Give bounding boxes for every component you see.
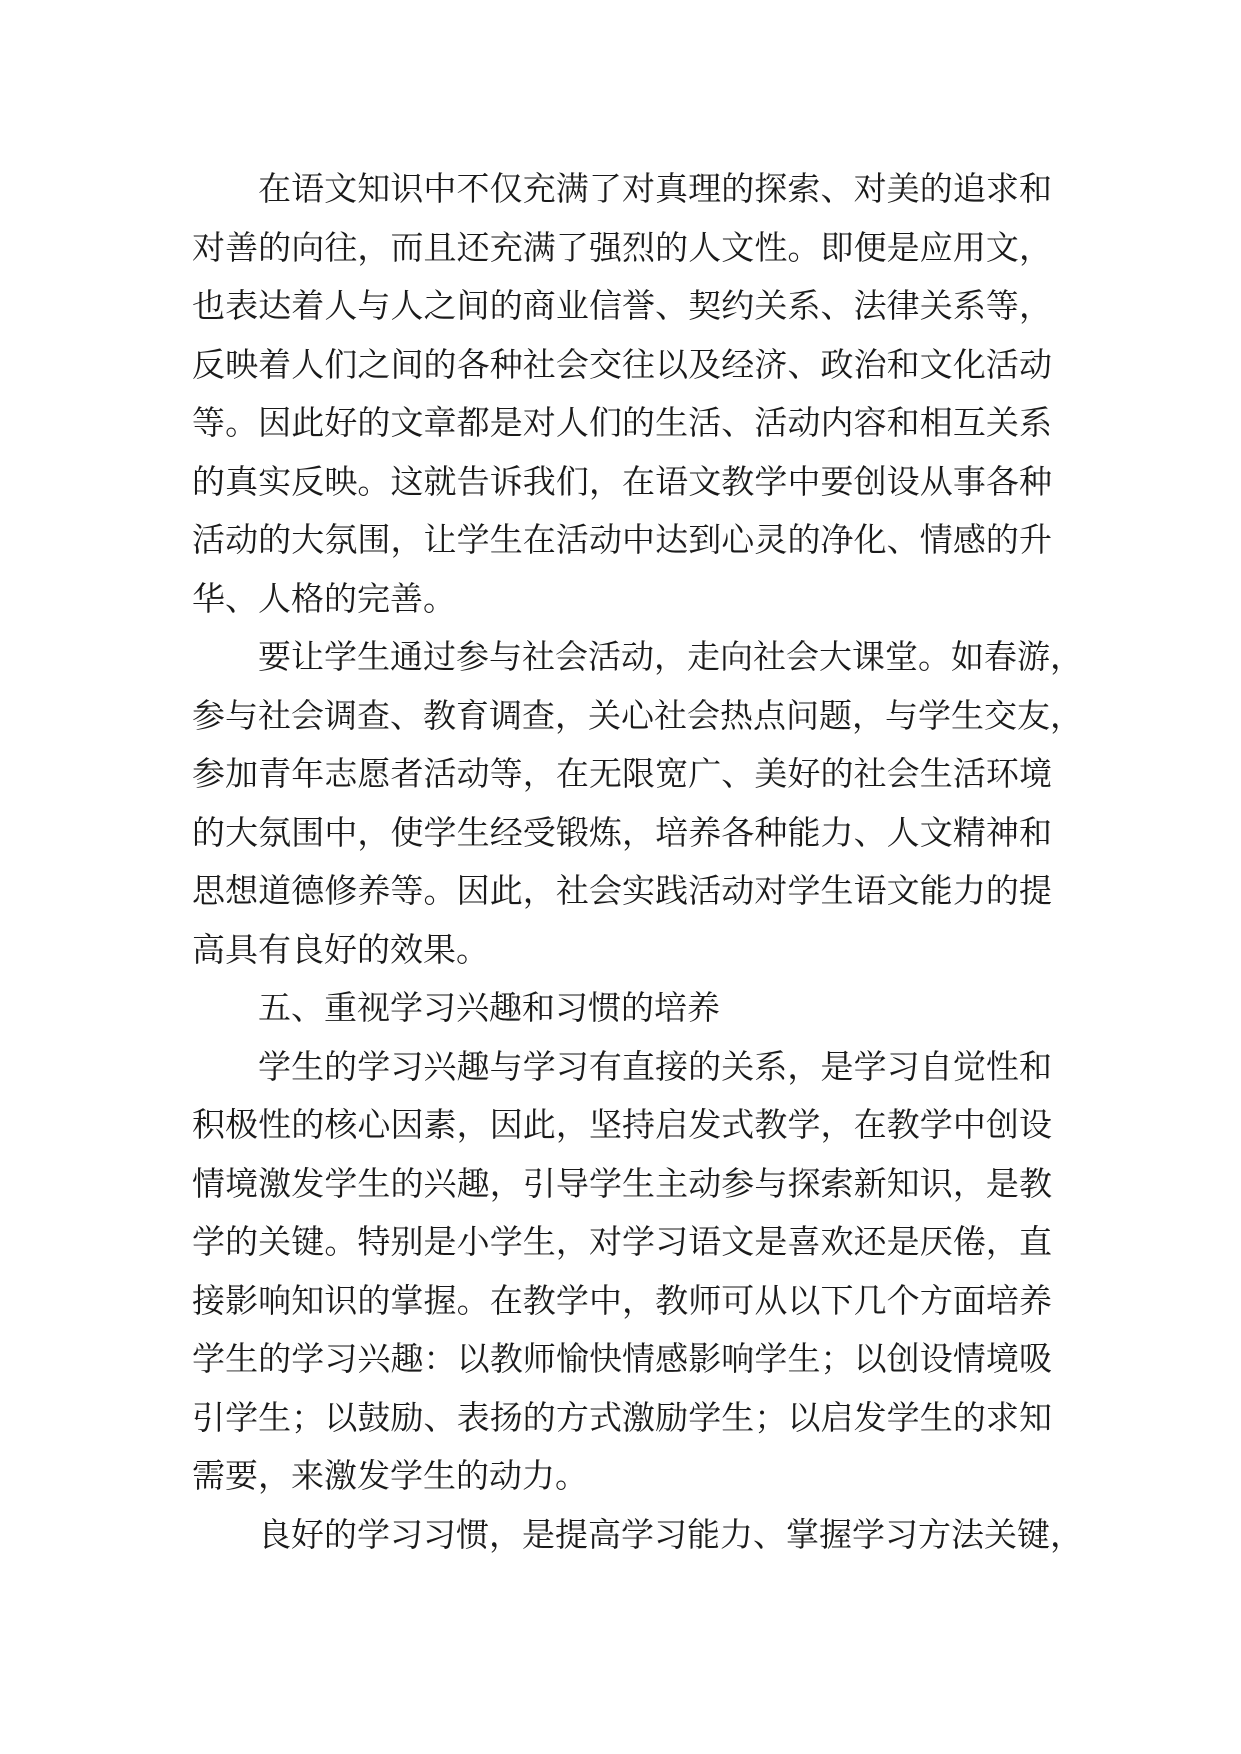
text-line: 良好的学习习惯，是提高学习能力、掌握学习方法关键， [258, 1514, 1083, 1554]
text-line: 接影响知识的掌握。在教学中，教师可从以下几个方面培养 [192, 1280, 1052, 1320]
text-line: 华、人格的完善。 [192, 578, 456, 618]
text-line: 思想道德修养等。因此，社会实践活动对学生语文能力的提 [192, 871, 1052, 910]
text-line: 反映着人们之间的各种社会交往以及经济、政治和文化活动 [192, 344, 1052, 384]
text-line: 学生的学习兴趣与学习有直接的关系，是学习自觉性和 [258, 1046, 1052, 1086]
section-heading: 五、重视学习兴趣和习惯的培养 [258, 988, 720, 1027]
text-line: 活动的大氛围，让学生在活动中达到心灵的净化、情感的升 [192, 520, 1052, 559]
text-line: 的真实反映。这就告诉我们，在语文教学中要创设从事各种 [192, 461, 1052, 501]
text-line: 需要，来激发学生的动力。 [192, 1456, 588, 1495]
text-line: 的大氛围中，使学生经受锻炼，培养各种能力、人文精神和 [192, 812, 1052, 852]
text-line: 情境激发学生的兴趣，引导学生主动参与探索新知识，是教 [192, 1163, 1052, 1203]
text-line: 也表达着人与人之间的商业信誉、契约关系、法律关系等， [192, 286, 1052, 325]
text-line: 参加青年志愿者活动等，在无限宽广、美好的社会生活环境 [192, 754, 1052, 793]
text-line: 要让学生通过参与社会活动，走向社会大课堂。如春游， [258, 637, 1083, 676]
text-line: 高具有良好的效果。 [192, 929, 489, 969]
text-line: 参与社会调查、教育调查，关心社会热点问题，与学生交友， [192, 695, 1083, 735]
text-line: 学生的学习兴趣：以教师愉快情感影响学生；以创设情境吸 [192, 1339, 1052, 1378]
text-line: 等。因此好的文章都是对人们的生活、活动内容和相互关系 [192, 403, 1052, 442]
text-line: 引学生；以鼓励、表扬的方式激励学生；以启发学生的求知 [192, 1397, 1052, 1437]
document-page [192, 160, 1083, 1564]
text-line: 在语文知识中不仅充满了对真理的探索、对美的追求和 [258, 169, 1052, 208]
text-line: 积极性的核心因素，因此，坚持启发式教学，在教学中创设 [192, 1105, 1052, 1144]
text-line: 对善的向往，而且还充满了强烈的人文性。即便是应用文， [192, 227, 1052, 267]
text-line: 学的关键。特别是小学生，对学习语文是喜欢还是厌倦，直 [192, 1222, 1052, 1261]
